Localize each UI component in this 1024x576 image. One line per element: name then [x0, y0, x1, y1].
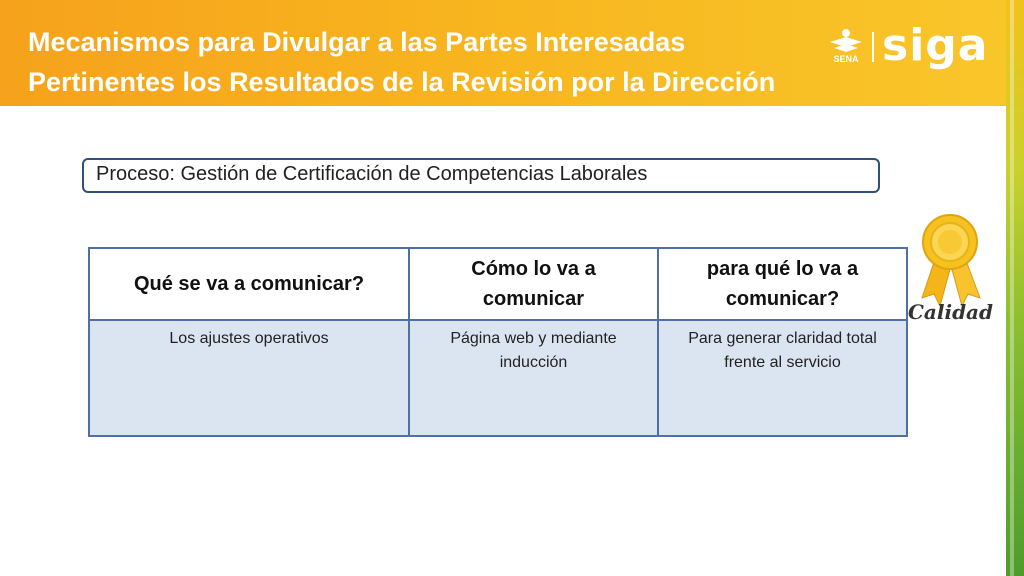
cell-how: Página web y mediante inducción: [409, 320, 658, 436]
header-banner: [0, 0, 1006, 106]
cell-why: Para generar claridad total frente al servicio: [658, 320, 907, 436]
sena-logo: [826, 28, 866, 64]
header-how: Cómo lo va a comunicar: [409, 248, 658, 320]
quality-label: Calidad: [908, 300, 993, 324]
process-box: [82, 158, 880, 193]
logo-divider: [872, 32, 874, 62]
siga-logo: siga: [882, 20, 989, 71]
communication-table: [88, 247, 908, 437]
header-what: Qué se va a comunicar?: [89, 248, 409, 320]
logos-group: [826, 20, 989, 72]
cell-what: Los ajustes operativos: [89, 320, 409, 436]
side-stripe-highlight: [1010, 0, 1014, 576]
page-title: [28, 22, 828, 102]
side-stripe: [1006, 0, 1024, 576]
table-header-row: [89, 248, 907, 320]
process-label: Proceso: Gestión de Certificación de Competencias Laborales: [96, 163, 648, 185]
title-line-1: Mecanismos para Divulgar a las Partes Interesadas: [28, 27, 686, 57]
header-why: para qué lo va a comunicar?: [658, 248, 907, 320]
sena-logo-text: SENA: [833, 54, 859, 64]
table-row: [89, 320, 907, 436]
title-line-2: Pertinentes los Resultados de la Revisión por la Dirección: [28, 67, 776, 97]
